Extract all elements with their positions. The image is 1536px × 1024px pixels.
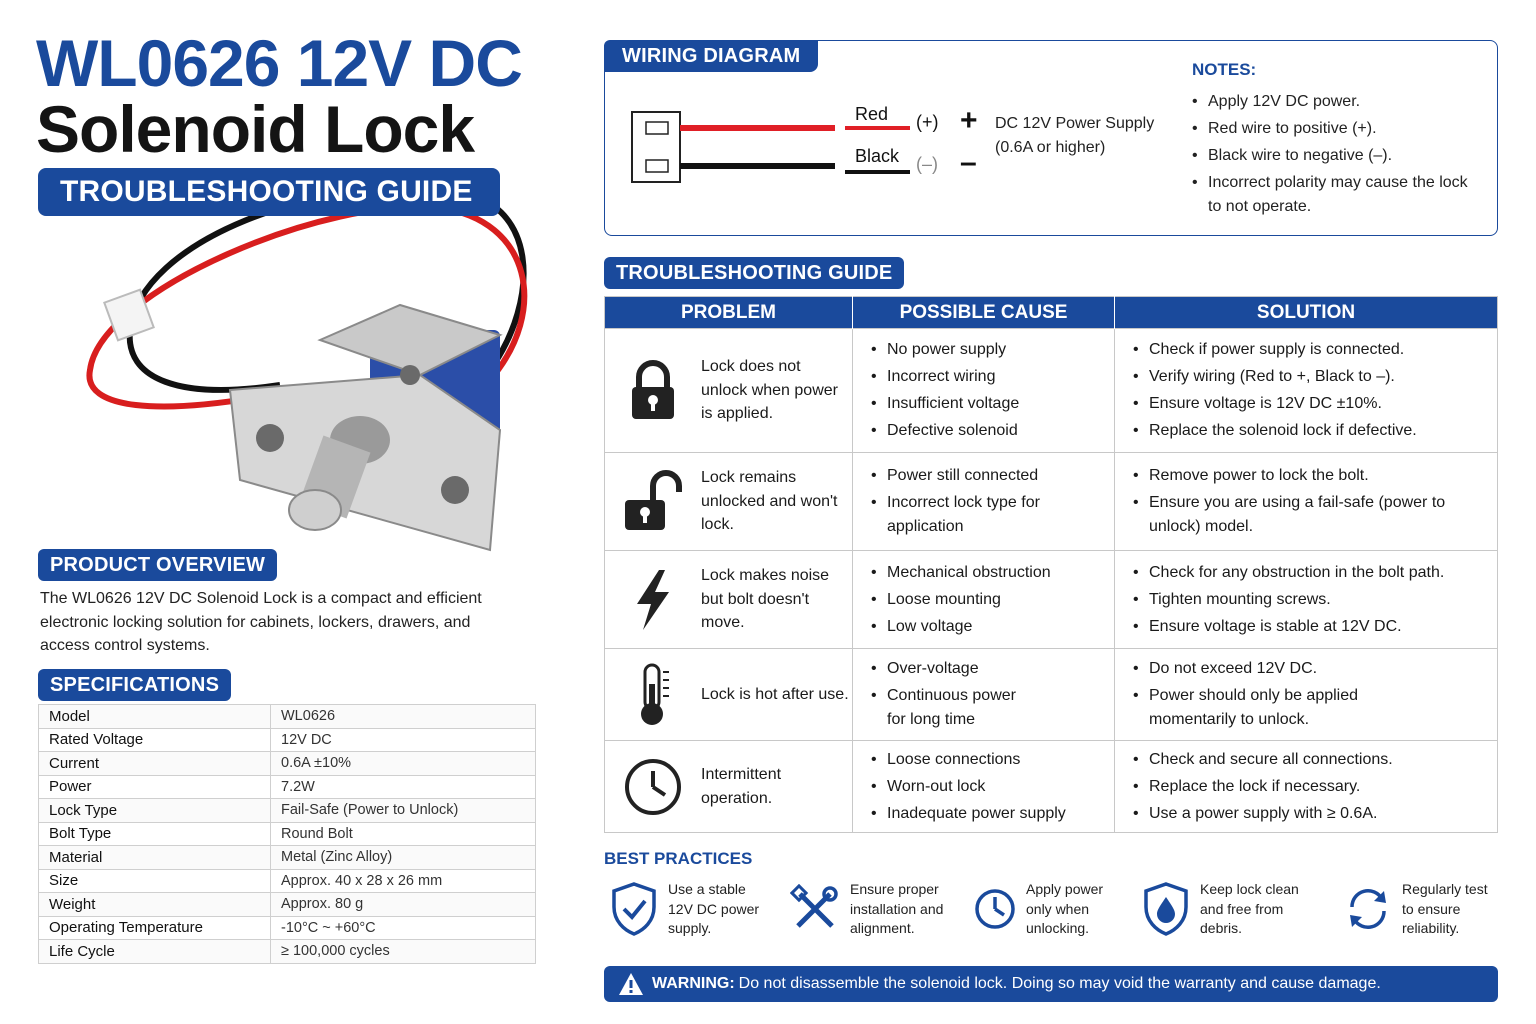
column-header-problem: PROBLEM (605, 297, 853, 329)
troubleshooting-table (604, 296, 1498, 833)
note-item: • Black wire to negative (–). (1192, 144, 1482, 168)
problem-cell (605, 741, 853, 833)
best-practices-heading: BEST PRACTICES (604, 849, 753, 868)
problem-text: Intermittent operation. (701, 766, 782, 807)
problem-cell (605, 551, 853, 649)
spec-row (39, 752, 536, 776)
wiring-diagram-heading: WIRING DIAGRAM (604, 40, 818, 72)
thermometer-icon (605, 662, 701, 728)
red-wire-label: Red (855, 104, 889, 124)
spec-value: 12V DC (271, 728, 536, 752)
title-line-2: Solenoid Lock (36, 92, 475, 166)
table-row (605, 551, 1498, 649)
best-practice-text: Regularly test to ensure reliability. (1402, 881, 1488, 936)
table-row (605, 649, 1498, 741)
tools-icon (790, 884, 840, 934)
solution-item: • Ensure voltage is 12V DC ±10%. (1133, 392, 1497, 416)
solution-cell (1115, 551, 1498, 649)
title-line-1: WL0626 12V DC (36, 26, 522, 100)
troubleshooting-heading: TROUBLESHOOTING GUIDE (604, 257, 904, 289)
cause-cell (853, 329, 1115, 453)
lock-open-icon (605, 470, 701, 534)
cause-item: • Insufficient voltage (871, 392, 1114, 416)
solution-item: • Tighten mounting screws. (1133, 588, 1497, 612)
problem-text: Lock remains unlocked and won't lock. (701, 469, 838, 534)
warning-banner (604, 966, 1498, 1002)
cause-cell (853, 741, 1115, 833)
spec-value: Fail-Safe (Power to Unlock) (271, 799, 536, 823)
solution-item: • Ensure voltage is stable at 12V DC. (1133, 615, 1497, 639)
shield-check-icon (610, 881, 658, 937)
problem-cell (605, 329, 853, 453)
best-practice-item (1142, 880, 1305, 939)
cause-item: • Incorrect lock type for application (871, 491, 1114, 539)
note-item: • Red wire to positive (+). (1192, 117, 1482, 141)
spec-key: Lock Type (39, 799, 271, 823)
spec-value: Approx. 80 g (271, 893, 536, 917)
spec-value: Approx. 40 x 28 x 26 mm (271, 869, 536, 893)
best-practice-item (790, 880, 955, 939)
problem-text: Lock is hot after use. (701, 685, 849, 703)
warning-label: WARNING: (652, 975, 735, 992)
black-wire-sign: (–) (916, 154, 938, 174)
cause-item: • Continuous power for long time (871, 684, 1021, 732)
lock-closed-icon (605, 359, 701, 423)
power-supply-label (995, 112, 1175, 160)
minus-terminal: – (960, 146, 977, 179)
best-practice-item (610, 880, 773, 939)
problem-text: Lock does not unlock when power is applied. (701, 358, 838, 423)
solution-item: • Replace the lock if necessary. (1133, 775, 1497, 799)
solution-item: • Verify wiring (Red to +, Black to –). (1133, 365, 1497, 389)
notes-heading: NOTES: (1192, 60, 1257, 79)
spec-row (39, 822, 536, 846)
spec-row (39, 893, 536, 917)
overview-heading: PRODUCT OVERVIEW (38, 549, 277, 581)
best-practice-item (1344, 880, 1497, 939)
solution-item: • Power should only be applied momentarily to unlock. (1133, 684, 1393, 732)
spec-row (39, 775, 536, 799)
cause-item: • Over-voltage (871, 657, 1114, 681)
spec-row (39, 916, 536, 940)
spec-key: Life Cycle (39, 940, 271, 964)
column-header-solution: SOLUTION (1115, 297, 1498, 329)
cause-item: • Worn-out lock (871, 775, 1114, 799)
spec-key: Operating Temperature (39, 916, 271, 940)
solution-cell (1115, 649, 1498, 741)
solution-item: • Remove power to lock the bolt. (1133, 464, 1497, 488)
best-practice-text: Apply power only when unlocking. (1026, 881, 1104, 936)
spec-key: Size (39, 869, 271, 893)
plus-terminal: + (960, 104, 978, 137)
specifications-table (38, 704, 536, 964)
clock-icon (605, 757, 701, 817)
solution-item: • Check and secure all connections. (1133, 748, 1497, 772)
black-wire-label: Black (855, 146, 900, 166)
spec-key: Current (39, 752, 271, 776)
table-row (605, 741, 1498, 833)
spec-value: Metal (Zinc Alloy) (271, 846, 536, 870)
cause-cell (853, 649, 1115, 741)
lightning-icon (605, 568, 701, 632)
spec-value: 0.6A ±10% (271, 752, 536, 776)
table-row (605, 453, 1498, 551)
refresh-icon (1344, 885, 1392, 933)
spec-row (39, 799, 536, 823)
cause-item: • Inadequate power supply (871, 802, 1114, 826)
cause-item: • Incorrect wiring (871, 365, 1114, 389)
solution-cell (1115, 329, 1498, 453)
cause-item: • Loose connections (871, 748, 1114, 772)
column-header-cause: POSSIBLE CAUSE (853, 297, 1115, 329)
spec-row (39, 705, 536, 729)
solution-item: • Check for any obstruction in the bolt path. (1133, 561, 1497, 585)
clock-icon (974, 888, 1016, 930)
overview-text: The WL0626 12V DC Solenoid Lock is a compact and efficient electronic locking solution for cabinets, lockers, drawers, and access control systems. (40, 590, 482, 654)
red-wire-sign: (+) (916, 112, 939, 132)
solution-item: • Check if power supply is connected. (1133, 338, 1497, 362)
problem-text: Lock makes noise but bolt doesn't move. (701, 567, 830, 632)
warning-icon (618, 972, 644, 996)
note-item: • Apply 12V DC power. (1192, 90, 1482, 114)
spec-key: Model (39, 705, 271, 729)
notes-list (1192, 90, 1482, 222)
spec-key: Bolt Type (39, 822, 271, 846)
cause-item: • Mechanical obstruction (871, 561, 1114, 585)
specifications-heading: SPECIFICATIONS (38, 669, 231, 701)
spec-row (39, 728, 536, 752)
cause-item: • No power supply (871, 338, 1114, 362)
best-practice-text: Keep lock clean and free from debris. (1200, 881, 1299, 936)
problem-cell (605, 453, 853, 551)
spec-value: 7.2W (271, 775, 536, 799)
cause-item: • Loose mounting (871, 588, 1114, 612)
note-item: • Incorrect polarity may cause the lock to not operate. (1192, 171, 1482, 219)
spec-value: ≥ 100,000 cycles (271, 940, 536, 964)
solution-item: • Ensure you are using a fail-safe (power to unlock) model. (1133, 491, 1497, 539)
spec-value: Round Bolt (271, 822, 536, 846)
cause-item: • Low voltage (871, 615, 1114, 639)
warning-text: Do not disassemble the solenoid lock. Doing so may void the warranty and cause damage. (738, 975, 1381, 992)
spec-row (39, 846, 536, 870)
best-practice-text: Use a stable 12V DC power supply. (668, 881, 760, 936)
cause-item: • Defective solenoid (871, 419, 1114, 443)
psu-line-2: (0.6A or higher) (995, 139, 1106, 156)
cause-item: • Power still connected (871, 464, 1114, 488)
solution-item: • Replace the solenoid lock if defective. (1133, 419, 1497, 443)
spec-value: -10°C ~ +60°C (271, 916, 536, 940)
spec-row (39, 940, 536, 964)
psu-line-1: DC 12V Power Supply (995, 115, 1155, 132)
spec-key: Rated Voltage (39, 728, 271, 752)
solution-item: • Use a power supply with ≥ 0.6A. (1133, 802, 1497, 826)
spec-key: Weight (39, 893, 271, 917)
guide-subtitle-banner: TROUBLESHOOTING GUIDE (38, 168, 500, 216)
table-row (605, 329, 1498, 453)
spec-row (39, 869, 536, 893)
spec-key: Material (39, 846, 271, 870)
spec-key: Power (39, 775, 271, 799)
solution-cell (1115, 741, 1498, 833)
spec-value: WL0626 (271, 705, 536, 729)
cause-cell (853, 453, 1115, 551)
solution-item: • Do not exceed 12V DC. (1133, 657, 1497, 681)
best-practice-text: Ensure proper installation and alignment. (850, 881, 944, 936)
solution-cell (1115, 453, 1498, 551)
wiring-schematic (620, 100, 960, 200)
best-practice-item (974, 880, 1131, 939)
cause-cell (853, 551, 1115, 649)
shield-drop-icon (1142, 881, 1190, 937)
solenoid-lock-image (70, 180, 540, 560)
problem-cell (605, 649, 853, 741)
